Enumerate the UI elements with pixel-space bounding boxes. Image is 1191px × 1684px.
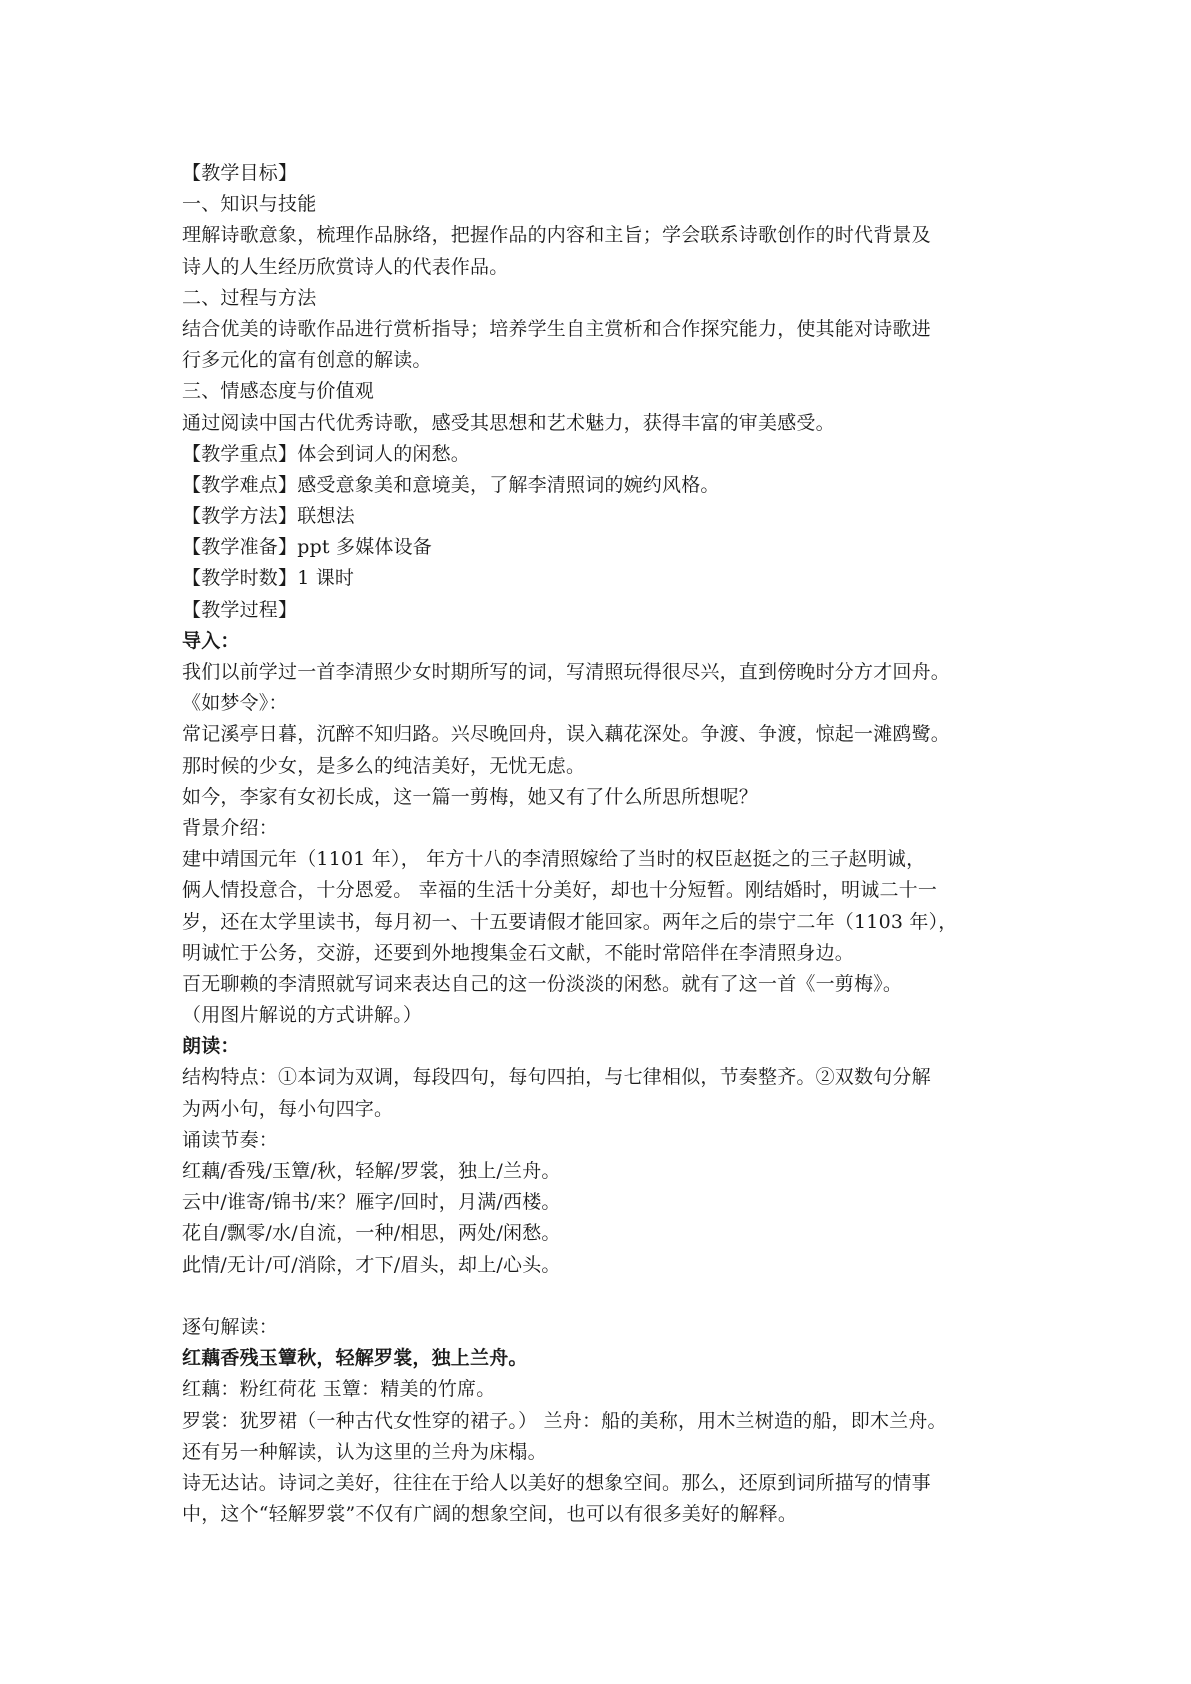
poem-rhythm-line: 此情/无计/可/消除，才下/眉头，却上/心头。 — [182, 1253, 561, 1276]
teaching-preparation: 【教学准备】ppt 多媒体设备 — [182, 536, 433, 559]
teaching-hours: 【教学时数】1 课时 — [182, 567, 355, 590]
subheading-process-method: 二、过程与方法 — [182, 286, 317, 309]
blank-line — [182, 1281, 1062, 1312]
document-body — [182, 158, 1062, 1530]
subheading-line-by-line: 逐句解读： — [182, 1315, 279, 1338]
subheading-knowledge-skills: 一、知识与技能 — [182, 193, 317, 216]
paragraph-line: 为两小句，每小句四字。 — [182, 1097, 394, 1120]
poem-line: 常记溪亭日暮，沉醉不知归路。兴尽晚回舟，误入藕花深处。争渡、争渡，惊起一滩鸥鹭。 — [182, 723, 951, 746]
paragraph-line: 我们以前学过一首李清照少女时期所写的词，写清照玩得很尽兴，直到傍晚时分方才回舟。 — [182, 661, 951, 683]
paragraph-line: 结构特点：①本词为双调，每段四句，每句四拍，与七律相似，节奏整齐。②双数句分解 — [182, 1066, 931, 1089]
paragraph-line: 建中靖国元年（1101 年）， 年方十八的李清照嫁给了当时的权臣赵挺之的三子赵明诚， — [182, 848, 926, 871]
teaching-method: 【教学方法】联想法 — [182, 505, 355, 528]
paragraph-line: 还有另一种解读，认为这里的兰舟为床榻。 — [182, 1440, 547, 1463]
paragraph-line: 百无聊赖的李清照就写词来表达自己的这一份淡淡的闲愁。就有了这一首《一剪梅》。 — [182, 972, 903, 995]
annotation-line: 红藕：粉红荷花 玉簟：精美的竹席。 — [182, 1378, 496, 1401]
paragraph-line: 那时候的少女，是多么的纯洁美好，无忧无虑。 — [182, 754, 586, 777]
paragraph-line: 明诚忙于公务，交游，还要到外地搜集金石文献，不能时常陪伴在李清照身边。 — [182, 941, 855, 964]
poem-verse-bold: 红藕香残玉簟秋，轻解罗裳，独上兰舟。 — [182, 1347, 528, 1370]
poem-rhythm-line: 云中/谁寄/锦书/来？雁字/回时，月满/西楼。 — [182, 1191, 561, 1214]
paragraph-line: 俩人情投意合，十分恩爱。 幸福的生活十分美好，却也十分短暂。刚结婚时，明诚二十一 — [182, 879, 938, 902]
paragraph-line: 岁，还在太学里读书，每月初一、十五要请假才能回家。两年之后的崇宁二年（1103 年）， — [182, 910, 958, 933]
paragraph-line: 中，这个“轻解罗裳”不仅有广阔的想象空间，也可以有很多美好的解释。 — [182, 1503, 798, 1526]
poem-rhythm-line: 红藕/香残/玉簟/秋，轻解/罗裳，独上/兰舟。 — [182, 1160, 561, 1182]
subheading-rhythm: 诵读节奏： — [182, 1128, 279, 1151]
paragraph-line: 通过阅读中国古代优秀诗歌，感受其思想和艺术魅力，获得丰富的审美感受。 — [182, 411, 835, 434]
annotation-line: 罗裳：犹罗裙（一种古代女性穿的裙子。） 兰舟：船的美称，用木兰树造的船，即木兰舟。 — [182, 1409, 947, 1432]
paragraph-line: 诗无达诂。诗词之美好，往往在于给人以美好的想象空间。那么，还原到词所描写的情事 — [182, 1471, 931, 1494]
subheading-background: 背景介绍： — [182, 816, 279, 839]
paragraph-line: 结合优美的诗歌作品进行赏析指导；培养学生自主赏析和合作探究能力，使其能对诗歌进 — [182, 317, 931, 340]
teaching-key-point: 【教学重点】体会到词人的闲愁。 — [182, 442, 471, 465]
subheading-emotion-values: 三、情感态度与价值观 — [182, 380, 375, 403]
heading-teaching-goals: 【教学目标】 — [182, 162, 298, 184]
paragraph-line: 行多元化的富有创意的解读。 — [182, 349, 432, 372]
poem-rhythm-line: 花自/飘零/水/自流，一种/相思，两处/闲愁。 — [182, 1222, 561, 1245]
section-title-reading: 朗读： — [182, 1035, 240, 1058]
section-title-introduction: 导入： — [182, 629, 240, 652]
paragraph-line: 如今，李家有女初长成，这一篇一剪梅，她又有了什么所思所想呢？ — [182, 785, 759, 808]
paragraph-line: 理解诗歌意象，梳理作品脉络，把握作品的内容和主旨；学会联系诗歌创作的时代背景及 — [182, 224, 931, 247]
paragraph-line: （用图片解说的方式讲解。） — [182, 1004, 423, 1027]
heading-teaching-process: 【教学过程】 — [182, 598, 298, 621]
teaching-difficulty: 【教学难点】感受意象美和意境美，了解李清照词的婉约风格。 — [182, 473, 720, 496]
paragraph-line: 诗人的人生经历欣赏诗人的代表作品。 — [182, 255, 509, 278]
poem-title-rumengling: 《如梦令》： — [182, 692, 288, 715]
